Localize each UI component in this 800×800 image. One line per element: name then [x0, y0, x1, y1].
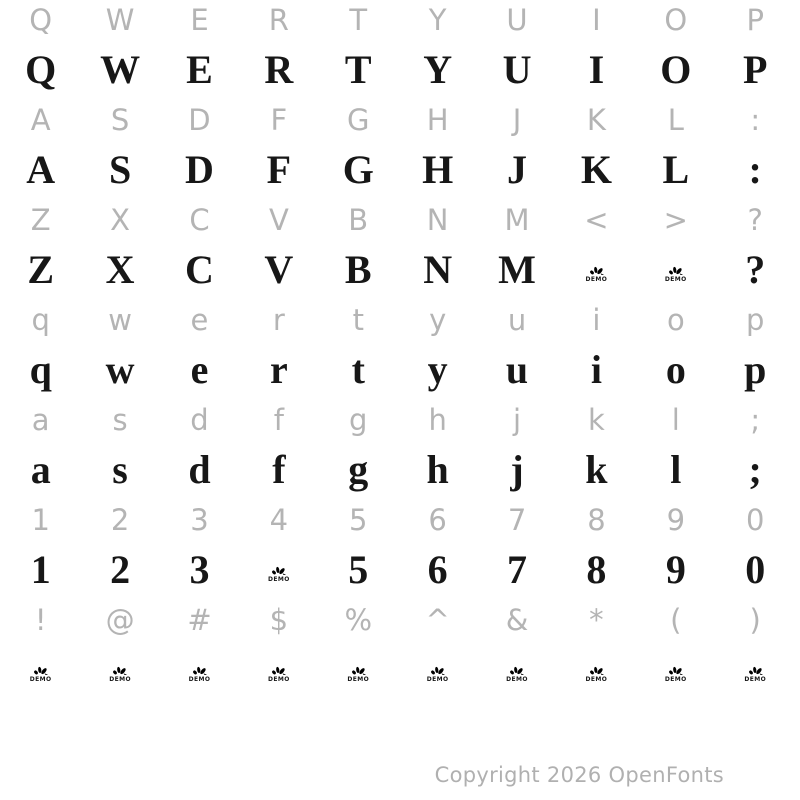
glyph-cell: i: [590, 346, 602, 392]
glyph-cell: 9: [666, 502, 686, 537]
glyph-row-3: [1, 146, 795, 192]
fleuron-icon: [351, 666, 366, 676]
glyph-row-5: [1, 246, 795, 292]
glyph-cell: W: [100, 46, 141, 92]
fleuron-icon: [33, 666, 48, 676]
glyph-cell: w: [108, 302, 132, 337]
glyph-cell: K: [580, 146, 612, 192]
glyph-cell: E: [190, 2, 209, 37]
glyph-cell: F: [266, 146, 292, 192]
glyph-cell: #: [187, 602, 212, 637]
glyph-cell: H: [426, 102, 449, 137]
fleuron-icon: [668, 266, 683, 276]
glyph-cell: ;: [750, 402, 761, 437]
glyph-cell: l: [670, 446, 682, 492]
glyph-cell: Y: [428, 2, 447, 37]
glyph-cell: U: [506, 2, 528, 37]
glyph-cell: S: [108, 146, 132, 192]
glyph-cell: 8: [586, 546, 607, 592]
glyph-cell: L: [667, 102, 684, 137]
glyph-cell: X: [110, 202, 131, 237]
glyph-cell: $: [269, 602, 289, 637]
glyph-cell: G: [342, 146, 374, 192]
glyph-cell: 8: [587, 502, 606, 537]
glyph-cell: :: [748, 146, 762, 192]
glyph-cell-demo: [716, 650, 795, 690]
glyph-cell: :: [750, 102, 761, 137]
fleuron-icon: [192, 666, 207, 676]
glyph-cell: 6: [428, 502, 447, 537]
glyph-cell-demo: [160, 650, 239, 690]
glyph-cell: <: [584, 202, 609, 237]
fleuron-icon: [271, 666, 286, 676]
glyph-row-1: [1, 46, 795, 92]
glyph-cell: (: [670, 602, 682, 637]
demo-glyph: [744, 666, 766, 683]
glyph-cell: C: [185, 246, 214, 292]
demo-label: DEMO: [744, 676, 767, 683]
demo-label: DEMO: [585, 276, 608, 283]
glyph-cell-demo: [1, 650, 80, 690]
glyph-cell: B: [348, 202, 369, 237]
glyph-cell: o: [665, 346, 686, 392]
glyph-cell: r: [269, 346, 288, 392]
glyph-cell: s: [112, 446, 128, 492]
glyph-cell: ;: [748, 446, 762, 492]
glyph-cell: >: [663, 202, 688, 237]
glyph-cell: X: [105, 246, 135, 292]
glyph-cell: 3: [190, 502, 209, 537]
glyph-cell: H: [422, 146, 454, 192]
fleuron-icon: [271, 566, 286, 576]
glyph-cell: 7: [507, 546, 528, 592]
glyph-cell: 9: [665, 546, 686, 592]
glyph-cell: G: [347, 102, 370, 137]
glyph-row-8: [1, 402, 795, 437]
demo-label: DEMO: [664, 676, 687, 683]
glyph-cell-demo: [557, 250, 636, 290]
glyph-cell: 7: [507, 502, 527, 537]
glyph-cell: A: [26, 146, 56, 192]
fleuron-icon: [589, 266, 604, 276]
glyph-cell: Q: [25, 46, 57, 92]
glyph-cell: j: [510, 446, 524, 492]
glyph-cell: M: [504, 202, 530, 237]
demo-glyph: [665, 666, 687, 683]
demo-glyph: [506, 666, 528, 683]
copyright-text: Copyright 2026 OpenFonts: [434, 763, 724, 787]
demo-glyph: [665, 266, 687, 283]
demo-glyph: [268, 666, 290, 683]
glyph-cell: P: [742, 46, 768, 92]
glyph-cell: 5: [348, 546, 369, 592]
glyph-cell: j: [513, 402, 522, 437]
glyph-cell: 0: [745, 546, 766, 592]
demo-label: DEMO: [267, 576, 290, 583]
glyph-cell: K: [586, 102, 606, 137]
glyph-cell: ?: [747, 202, 763, 237]
glyph-row-4: [1, 202, 795, 237]
glyph-cell: P: [746, 2, 764, 37]
glyph-cell: T: [344, 46, 372, 92]
glyph-cell: d: [188, 446, 211, 492]
demo-label: DEMO: [109, 676, 131, 683]
glyph-cell: 3: [189, 546, 210, 592]
glyph-row-10: [1, 502, 795, 537]
glyph-cell: p: [744, 346, 767, 392]
fleuron-icon: [589, 666, 604, 676]
fleuron-icon: [510, 666, 525, 676]
glyph-cell: a: [31, 402, 50, 437]
glyph-cell: %: [344, 602, 373, 637]
glyph-cell: C: [189, 202, 210, 237]
fleuron-icon: [668, 666, 683, 676]
glyph-cell: J: [512, 102, 522, 137]
glyph-cell: f: [272, 446, 286, 492]
glyph-cell: A: [30, 102, 51, 137]
glyph-cell: Y: [423, 46, 453, 92]
glyph-cell: D: [185, 146, 214, 192]
glyph-cell: R: [264, 46, 294, 92]
glyph-cell-demo: [80, 650, 159, 690]
glyph-row-0: [1, 2, 795, 37]
glyph-cell: @: [105, 602, 135, 637]
glyph-cell: o: [666, 302, 685, 337]
glyph-cell-demo: [477, 650, 556, 690]
demo-glyph: [586, 266, 608, 283]
glyph-cell: R: [268, 2, 289, 37]
fleuron-icon: [430, 666, 445, 676]
glyph-cell: L: [662, 146, 690, 192]
glyph-cell: T: [349, 2, 368, 37]
fleuron-icon: [748, 666, 763, 676]
glyph-row-7: [1, 346, 795, 392]
glyph-cell: S: [110, 102, 130, 137]
glyph-cell: h: [428, 402, 447, 437]
glyph-cell: 1: [31, 502, 50, 537]
glyph-cell: I: [592, 2, 601, 37]
glyph-cell: V: [268, 202, 289, 237]
glyph-cell: &: [505, 602, 529, 637]
glyph-cell: ?: [745, 246, 766, 292]
glyph-row-13: [1, 650, 795, 690]
demo-label: DEMO: [267, 676, 290, 683]
glyph-cell: O: [660, 46, 692, 92]
glyph-cell: N: [423, 246, 453, 292]
demo-label: DEMO: [347, 676, 370, 683]
glyph-cell: p: [746, 302, 765, 337]
glyph-cell: s: [112, 402, 128, 437]
demo-label: DEMO: [426, 676, 449, 683]
glyph-cell-demo: [398, 650, 477, 690]
glyph-cell-demo: [557, 650, 636, 690]
glyph-cell: *: [589, 602, 604, 637]
glyph-row-9: [1, 446, 795, 492]
glyph-cell: k: [585, 446, 608, 492]
glyph-cell: Q: [29, 2, 53, 37]
fleuron-icon: [113, 666, 128, 676]
demo-glyph: [586, 666, 608, 683]
demo-glyph: [109, 666, 131, 683]
demo-label: DEMO: [506, 676, 528, 683]
glyph-cell: Z: [30, 202, 51, 237]
glyph-cell: N: [426, 202, 449, 237]
glyph-cell: F: [270, 102, 288, 137]
glyph-cell: i: [592, 302, 601, 337]
glyph-cell: Z: [27, 246, 55, 292]
glyph-cell: B: [344, 246, 372, 292]
glyph-cell: 1: [30, 546, 51, 592]
glyph-cell: h: [426, 446, 449, 492]
glyph-row-6: [1, 302, 795, 337]
glyph-cell: u: [505, 346, 529, 392]
glyph-cell-demo: [239, 550, 318, 590]
glyph-cell: O: [664, 2, 688, 37]
glyph-cell: t: [351, 346, 365, 392]
glyph-cell: k: [588, 402, 605, 437]
glyph-cell: e: [190, 346, 209, 392]
glyph-cell: !: [34, 602, 47, 637]
glyph-cell: U: [502, 46, 532, 92]
glyph-cell: l: [671, 402, 680, 437]
glyph-cell: V: [264, 246, 294, 292]
glyph-row-2: [1, 102, 795, 137]
glyph-cell: 4: [269, 502, 289, 537]
glyph-cell: ^: [425, 602, 450, 637]
glyph-cell: J: [507, 146, 528, 192]
glyph-cell: g: [349, 402, 368, 437]
glyph-cell: e: [190, 302, 209, 337]
glyph-cell: y: [429, 302, 447, 337]
demo-glyph: [189, 666, 211, 683]
glyph-cell: E: [186, 46, 213, 92]
glyph-cell-demo: [239, 650, 318, 690]
glyph-cell-demo: [636, 250, 715, 290]
demo-glyph: [427, 666, 449, 683]
glyph-cell: 2: [110, 502, 130, 537]
glyph-cell: W: [105, 2, 135, 37]
glyph-cell: 0: [745, 502, 765, 537]
glyph-cell: q: [31, 302, 50, 337]
glyph-cell: M: [498, 246, 536, 292]
glyph-cell: q: [29, 346, 52, 392]
glyph-cell: r: [272, 302, 285, 337]
glyph-row-11: [1, 546, 795, 592]
glyph-cell: w: [105, 346, 135, 392]
glyph-row-12: [1, 602, 795, 637]
glyph-cell: 6: [427, 546, 448, 592]
glyph-cell: t: [352, 302, 364, 337]
demo-label: DEMO: [585, 676, 608, 683]
glyph-cell: a: [30, 446, 51, 492]
demo-glyph: [347, 666, 369, 683]
glyph-cell-demo: [636, 650, 715, 690]
demo-glyph: [30, 666, 52, 683]
glyph-cell-demo: [319, 650, 398, 690]
glyph-cell: y: [427, 346, 448, 392]
glyph-cell: D: [188, 102, 211, 137]
glyph-cell: g: [348, 446, 369, 492]
demo-label: DEMO: [664, 276, 687, 283]
glyph-cell: d: [190, 402, 209, 437]
glyph-cell: u: [507, 302, 527, 337]
glyph-cell: 5: [349, 502, 368, 537]
demo-label: DEMO: [29, 676, 52, 683]
demo-label: DEMO: [188, 676, 211, 683]
glyph-cell: I: [588, 46, 605, 92]
glyph-cell: 2: [110, 546, 131, 592]
demo-glyph: [268, 566, 290, 583]
glyph-cell: ): [749, 602, 761, 637]
glyph-cell: f: [273, 402, 284, 437]
